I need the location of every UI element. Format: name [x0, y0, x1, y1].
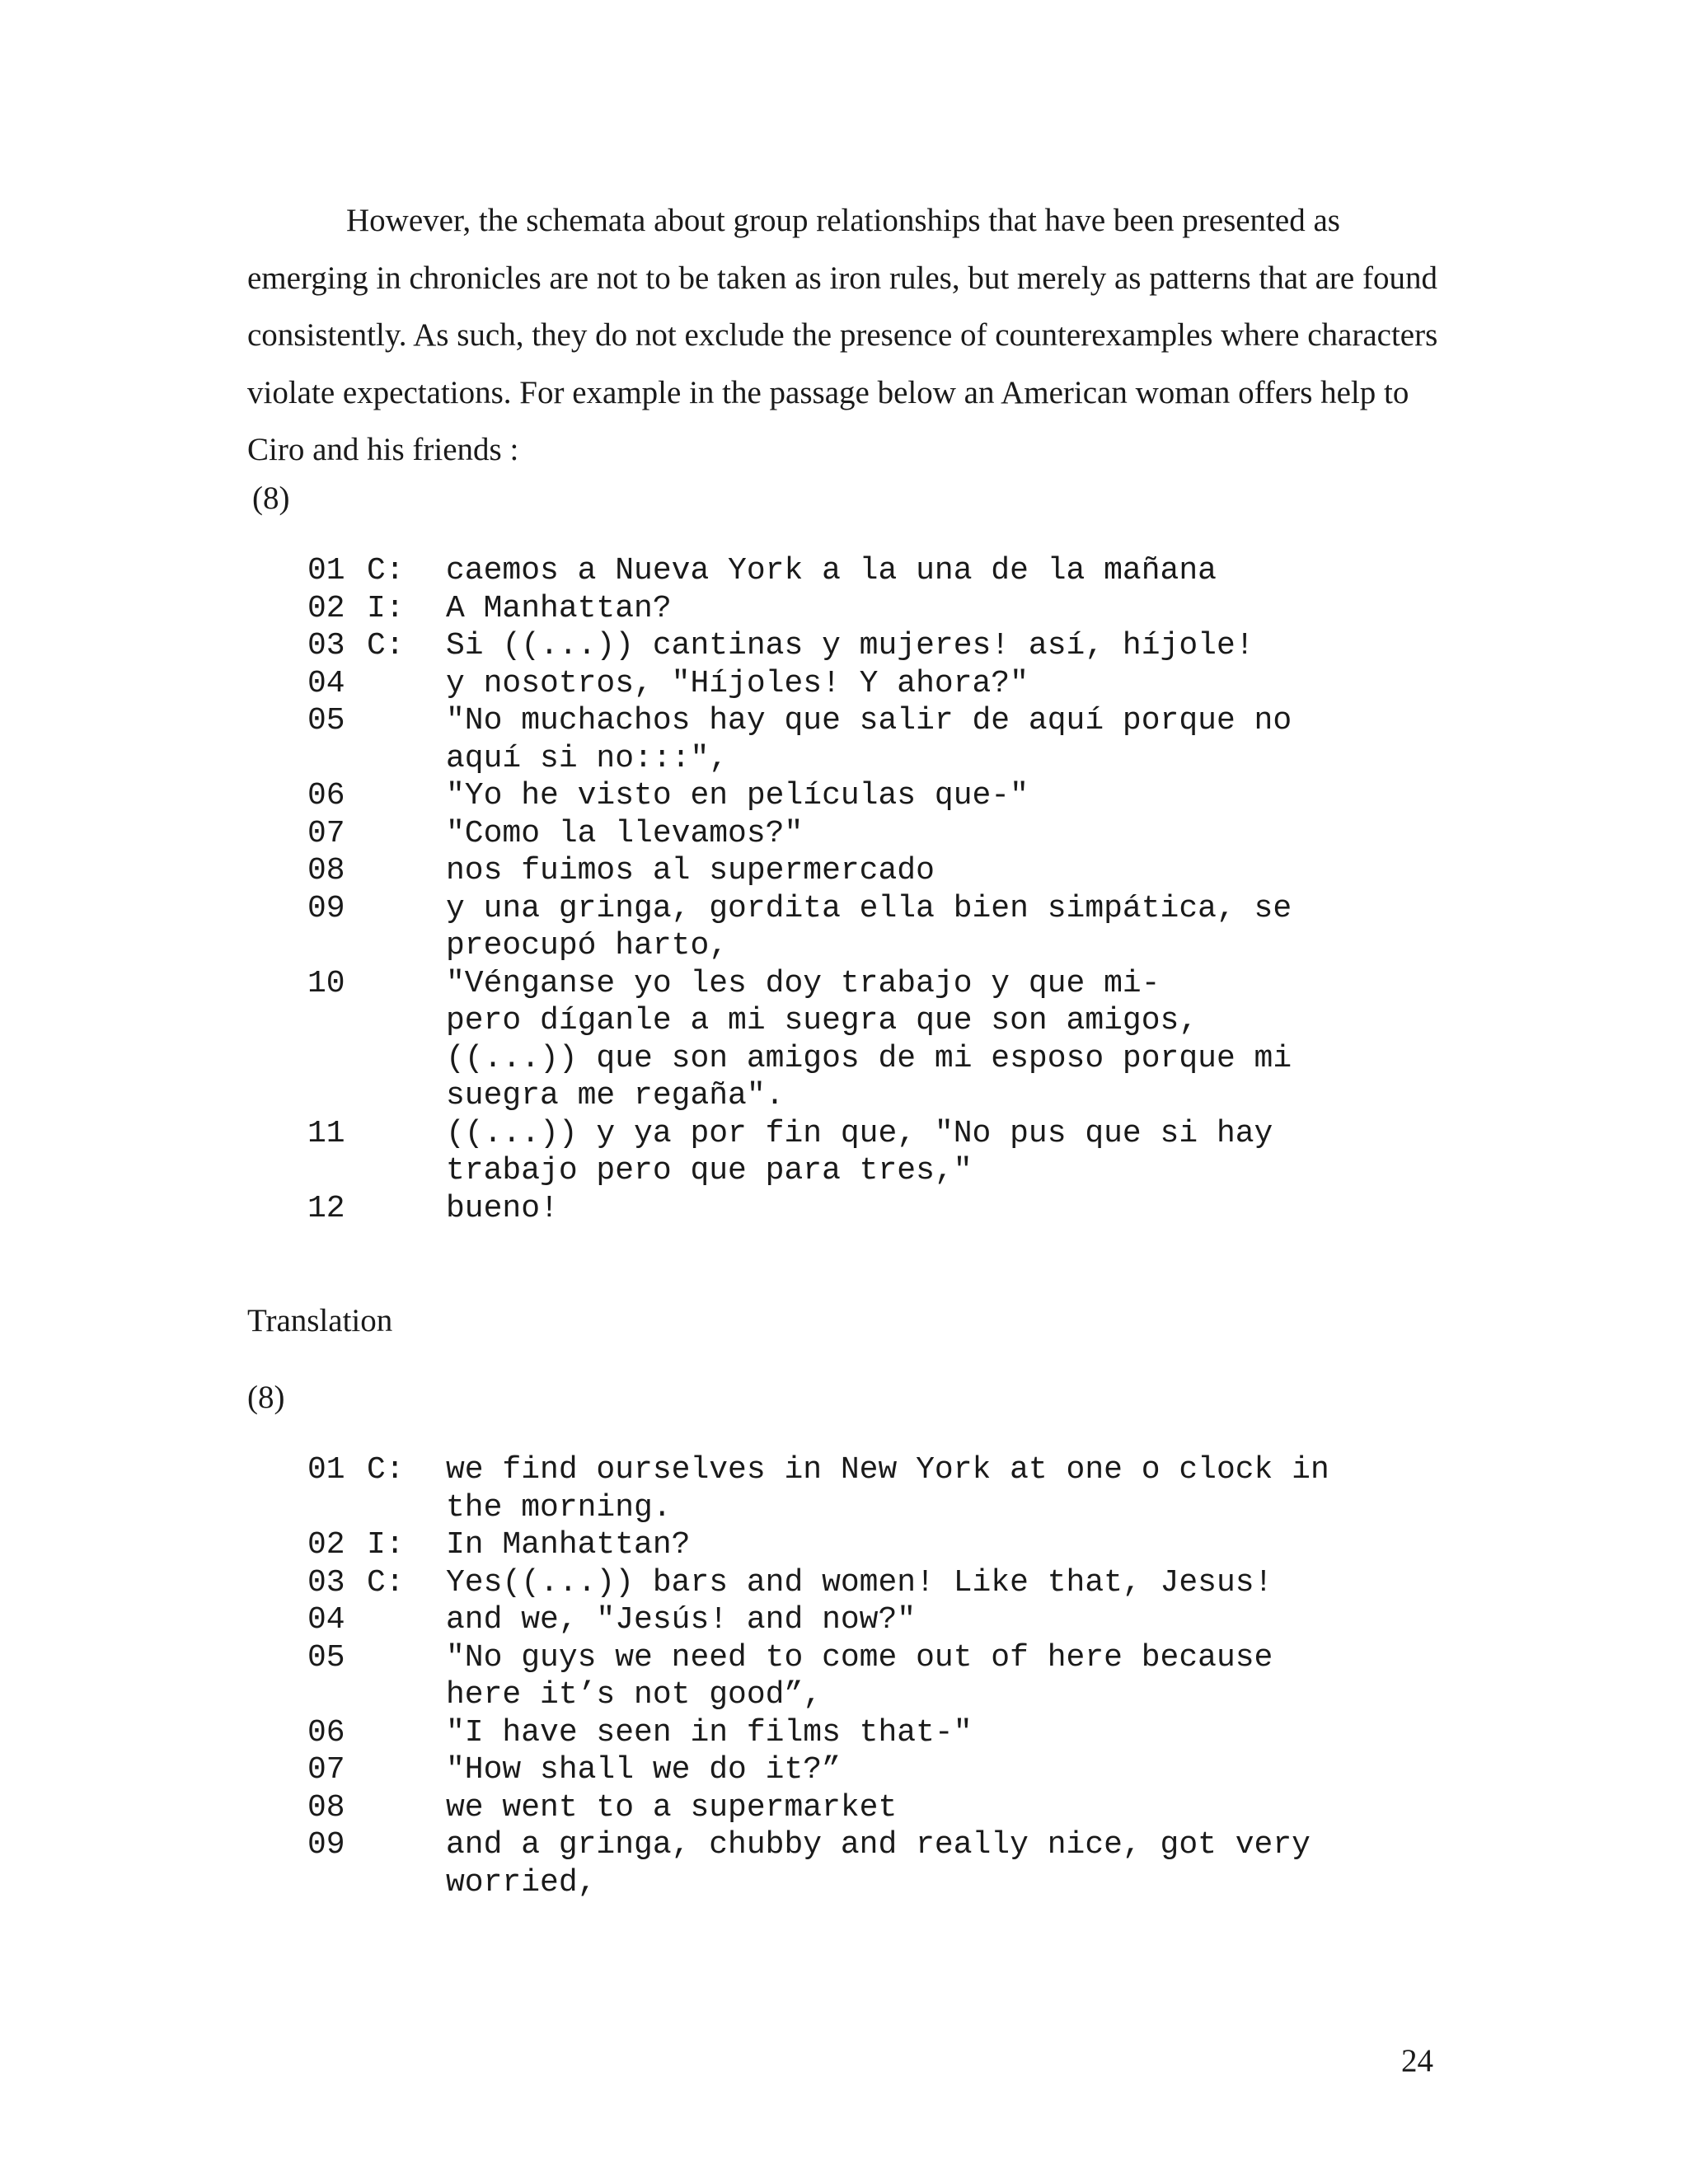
line-number: 01 — [307, 1452, 345, 1488]
transcript-line — [0, 627, 1688, 665]
line-text: "No muchachos hay que salir de aquí porque no — [446, 703, 1292, 738]
line-text: and a gringa, chubby and really nice, got very — [446, 1827, 1311, 1863]
line-text: preocupó harto, — [446, 928, 729, 963]
line-text: caemos a Nueva York a la una de la mañana — [446, 553, 1217, 588]
example-label-english: (8) — [247, 1380, 285, 1415]
body-paragraph: However, the schemata about group relationships that have been presented as emerging in chronicles are not to be taken as iron rules, but merely as patterns that are found consistently. As such, they do not exclude the presence of counterexamples where characters violate expectations. For example in the passage below an American woman offers help to Ciro and his friends : — [247, 203, 1438, 467]
line-text: the morning. — [446, 1489, 672, 1526]
line-number: 08 — [307, 853, 345, 888]
line-text: "No guys we need to come out of here because — [446, 1639, 1273, 1675]
line-text: and we, "Jesús! and now?" — [446, 1602, 917, 1638]
line-text: Yes((...)) bars and women! Like that, Jesus! — [446, 1564, 1273, 1601]
transcript-line — [0, 590, 1688, 628]
line-number: 05 — [307, 703, 345, 738]
transcript-line — [0, 552, 1688, 590]
line-number: 02 — [307, 590, 345, 626]
transcript-line — [0, 1152, 1688, 1190]
line-number: 09 — [307, 1827, 345, 1863]
line-number: 01 — [307, 553, 345, 588]
transcript-line — [0, 1826, 1688, 1864]
transcript-line — [0, 1115, 1688, 1153]
line-text: bueno! — [446, 1190, 559, 1226]
transcript-line — [0, 1451, 1688, 1489]
transcript-line — [0, 1751, 1688, 1789]
transcript-line — [0, 890, 1688, 928]
line-number: 03 — [307, 628, 345, 663]
line-text: trabajo pero que para tres," — [446, 1153, 973, 1188]
transcript-line — [0, 1864, 1688, 1902]
line-text: "How shall we do it?” — [446, 1752, 841, 1788]
example-label-spanish: (8) — [252, 480, 290, 516]
line-text: "Yo he visto en películas que-" — [446, 778, 1029, 813]
transcript-line — [0, 1639, 1688, 1677]
line-number: 08 — [307, 1789, 345, 1825]
speaker-label: C: — [367, 553, 405, 588]
transcript-line — [0, 965, 1688, 1003]
line-text: ((...)) que son amigos de mi esposo porque mi — [446, 1040, 1292, 1076]
line-number: 06 — [307, 1714, 345, 1750]
transcript-line — [0, 1676, 1688, 1714]
line-text: "Vénganse yo les doy trabajo y que mi- — [446, 965, 1160, 1001]
line-text: worried, — [446, 1864, 597, 1900]
line-text: here it’s not good”, — [446, 1677, 823, 1713]
line-text: Si ((...)) cantinas y mujeres! así, híjole! — [446, 628, 1254, 663]
line-text: ((...)) y ya por fin que, "No pus que si hay — [446, 1115, 1273, 1151]
speaker-label: C: — [367, 628, 405, 663]
transcript-line — [0, 1564, 1688, 1602]
line-number: 11 — [307, 1115, 345, 1151]
page-number: 24 — [1401, 2043, 1433, 2079]
line-text: pero díganle a mi suegra que son amigos, — [446, 1003, 1198, 1038]
transcript-line — [0, 1077, 1688, 1115]
line-number: 03 — [307, 1564, 345, 1601]
line-text: we find ourselves in New York at one o clock in — [446, 1452, 1329, 1488]
line-number: 07 — [307, 815, 345, 851]
speaker-label: I: — [367, 590, 405, 626]
english-transcript — [0, 1451, 1688, 1901]
transcript-line — [0, 1526, 1688, 1564]
transcript-line — [0, 1714, 1688, 1752]
speaker-label: I: — [367, 1527, 405, 1563]
transcript-line — [0, 1601, 1688, 1639]
line-text: we went to a supermarket — [446, 1789, 898, 1825]
line-text: y una gringa, gordita ella bien simpática, se — [446, 890, 1292, 926]
speaker-label: C: — [367, 1452, 405, 1488]
line-text: A Manhattan? — [446, 590, 672, 626]
line-number: 06 — [307, 778, 345, 813]
line-number: 12 — [307, 1190, 345, 1226]
transcript-line — [0, 1002, 1688, 1040]
transcript-line — [0, 815, 1688, 853]
speaker-label: C: — [367, 1564, 405, 1601]
line-text: suegra me regaña". — [446, 1078, 785, 1113]
transcript-line — [0, 1040, 1688, 1078]
line-number: 04 — [307, 1602, 345, 1638]
line-text: nos fuimos al supermercado — [446, 853, 935, 888]
transcript-line — [0, 740, 1688, 778]
line-number: 02 — [307, 1527, 345, 1563]
spanish-transcript — [0, 552, 1688, 1227]
transcript-line — [0, 927, 1688, 965]
transcript-line — [0, 665, 1688, 703]
line-number: 04 — [307, 665, 345, 701]
line-number: 09 — [307, 890, 345, 926]
line-text: "I have seen in films that-" — [446, 1714, 973, 1750]
transcript-line — [0, 1489, 1688, 1527]
line-text: y nosotros, "Híjoles! Y ahora?" — [446, 665, 1029, 701]
line-number: 05 — [307, 1639, 345, 1675]
transcript-line — [0, 702, 1688, 740]
line-text: aquí si no:::", — [446, 740, 729, 776]
line-number: 07 — [307, 1752, 345, 1788]
translation-heading: Translation — [247, 1303, 393, 1338]
line-text: "Como la llevamos?" — [446, 815, 804, 851]
line-number: 10 — [307, 965, 345, 1001]
transcript-line — [0, 852, 1688, 890]
transcript-line — [0, 777, 1688, 815]
body-paragraph-block — [247, 192, 1451, 479]
line-text: In Manhattan? — [446, 1527, 691, 1563]
transcript-line — [0, 1190, 1688, 1228]
transcript-line — [0, 1789, 1688, 1827]
